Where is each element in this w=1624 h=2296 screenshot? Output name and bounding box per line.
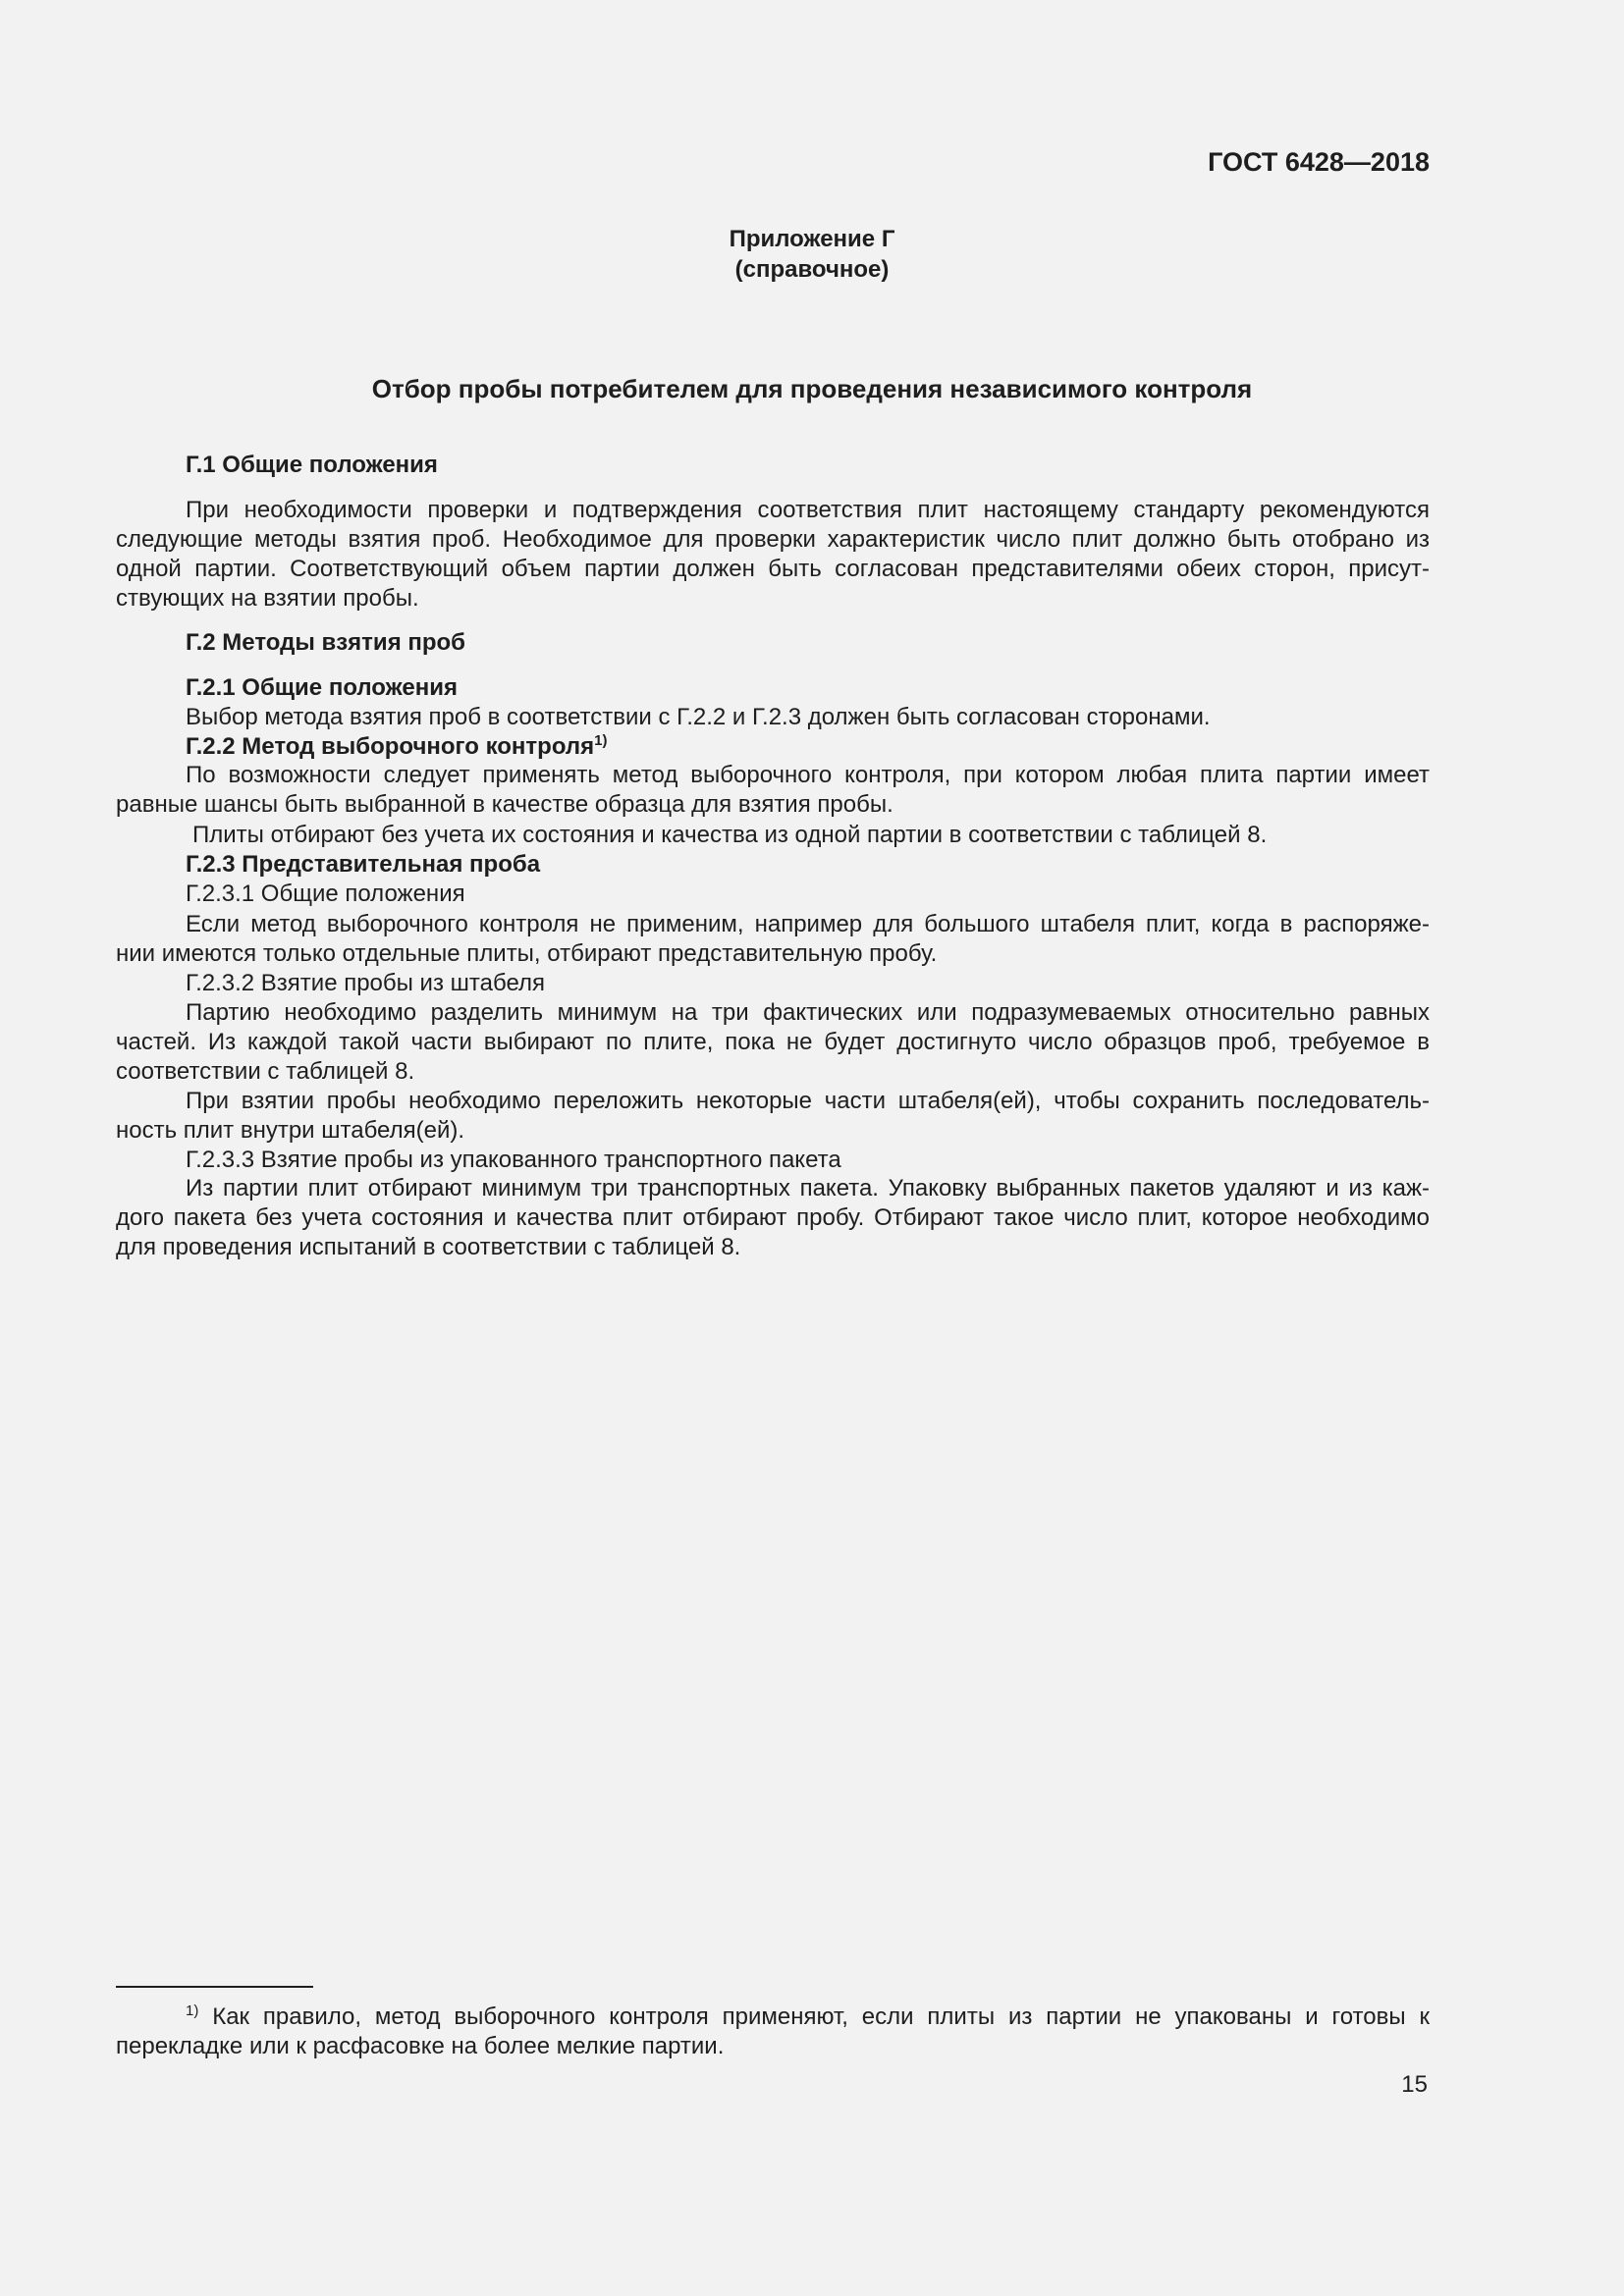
paragraph-line: дого пакета без учета состояния и качества плит отбирают пробу. Отбирают такое число плит, которое необходимо xyxy=(116,1204,1430,1231)
document-id-header: ГОСТ 6428—2018 xyxy=(1208,147,1430,177)
section-g2-heading: Г.2 Методы взятия проб xyxy=(186,629,465,656)
appendix-label: Приложение Г xyxy=(729,226,895,252)
paragraph-line: следующие методы взятия проб. Необходимое для проверки характеристик число плит должно быть отобрано из xyxy=(116,526,1430,553)
footnote-line xyxy=(186,2002,1430,2032)
paragraph-line: для проведения испытаний в соответствии с таблицей 8. xyxy=(116,1234,741,1260)
paragraph-line: нии имеются только отдельные плиты, отбирают представительную пробу. xyxy=(116,940,938,967)
section-g1-heading: Г.1 Общие положения xyxy=(186,452,438,478)
heading-text: Г.2.2 Метод выборочного контроля xyxy=(186,733,595,760)
footnote-separator xyxy=(116,1986,313,1988)
footnote-text: Как правило, метод выборочного контроля применяют, если плиты из партии не упакованы и готовы к xyxy=(212,2003,1430,2030)
paragraph-line: соответствии с таблицей 8. xyxy=(116,1058,415,1085)
paragraph-line: Выбор метода взятия проб в соответствии с Г.2.2 и Г.2.3 должен быть согласован сторонами. xyxy=(186,704,1211,730)
paragraph-line: ность плит внутри штабеля(ей). xyxy=(116,1117,465,1144)
paragraph-line: одной партии. Соответствующий объем партии должен быть согласован представителями обеих сторон, присут- xyxy=(116,556,1430,582)
paragraph-line: Плиты отбирают без учета их состояния и качества из одной партии в соответствии с таблицей 8. xyxy=(192,822,1268,848)
footnote-line: перекладке или к расфасовке на более мелкие партии. xyxy=(116,2033,725,2059)
paragraph-line: частей. Из каждой такой части выбирают по плите, пока не будет достигнуто число образцов проб, требуемое в xyxy=(116,1029,1430,1055)
section-g21-heading: Г.2.1 Общие положения xyxy=(186,674,458,701)
section-g22-heading xyxy=(186,732,1430,762)
paragraph-line: По возможности следует применять метод выборочного контроля, при котором любая плита партии имеет xyxy=(186,762,1430,788)
paragraph-line: равные шансы быть выбранной в качестве образца для взятия пробы. xyxy=(116,791,893,818)
paragraph-line: Если метод выборочного контроля не применим, например для большого штабеля плит, когда в распоряже- xyxy=(186,911,1430,937)
page-number: 15 xyxy=(1401,2071,1428,2098)
appendix-type: (справочное) xyxy=(734,256,890,283)
paragraph-line: При необходимости проверки и подтверждения соответствия плит настоящему стандарту рекомендуются xyxy=(186,497,1430,523)
section-g232-heading: Г.2.3.2 Взятие пробы из штабеля xyxy=(186,970,545,996)
paragraph-line: ствующих на взятии пробы. xyxy=(116,585,419,612)
section-g233-heading: Г.2.3.3 Взятие пробы из упакованного транспортного пакета xyxy=(186,1147,841,1173)
footnote-mark: 1) xyxy=(186,2002,199,2019)
paragraph-line: Из партии плит отбирают минимум три транспортных пакета. Упаковку выбранных пакетов удаляют и из каж- xyxy=(186,1175,1430,1201)
section-g231-heading: Г.2.3.1 Общие положения xyxy=(186,881,465,907)
page-title: Отбор пробы потребителем для проведения независимого контроля xyxy=(371,374,1253,403)
paragraph-line: Партию необходимо разделить минимум на три фактических или подразумеваемых относительно равных xyxy=(186,999,1430,1026)
paragraph-line: При взятии пробы необходимо переложить некоторые части штабеля(ей), чтобы сохранить последователь- xyxy=(186,1088,1430,1114)
section-g23-heading: Г.2.3 Представительная проба xyxy=(186,851,541,878)
footnote-reference[interactable]: 1) xyxy=(594,732,608,749)
